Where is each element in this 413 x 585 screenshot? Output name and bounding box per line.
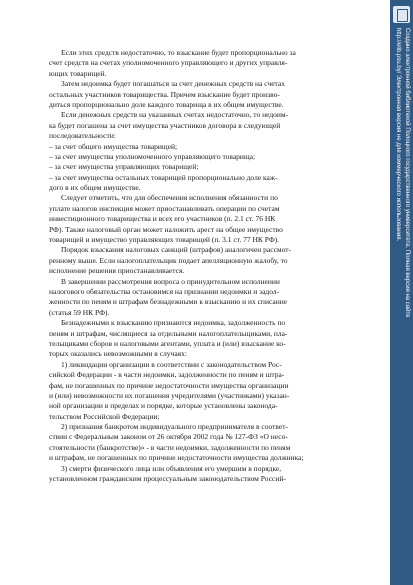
- text-line: 2) признания банкротом индивидуального предпринимателя в соответ-: [61, 422, 289, 432]
- text-line: счет средств на счетах уполномоченного управляющего и других управля-: [49, 58, 288, 68]
- sidebar-line-1: Создано электронной библиотекой Полоцкого государственного университета. Полная версия на сайте: [404, 28, 410, 318]
- text-line: Безнадежными к взысканию признаются недоимка, задолженность по: [61, 318, 286, 328]
- text-line: В завершении рассмотрения вопроса о принудительном исполнении: [61, 276, 280, 286]
- text-line: РФ). Также налоговый орган может наложить арест на общее имущество: [49, 224, 283, 234]
- text-line: и штрафам, не погашенных по причине недостаточности имущества должника;: [49, 453, 304, 463]
- document-logo-icon: [393, 6, 410, 23]
- text-line: товарищей и имущество управляющих товарищей (п. 3.1 ст. 77 НК РФ).: [49, 235, 280, 245]
- document-body-text: [49, 48, 369, 484]
- text-line: установленном гражданским процессуальным законодательством Россий-: [49, 474, 286, 484]
- text-line: тельством Российской Федерации;: [49, 411, 160, 421]
- text-line: 3) смерти физического лица или объявления его умершим в порядке,: [61, 463, 282, 473]
- text-line: – за счет имущества остальных товарищей пропорционально доле каж-: [49, 172, 278, 182]
- text-line: уплате налогов инспекция может приостанавливать операции по счетам: [49, 203, 280, 213]
- text-line: – за счет общего имущества товарищей;: [49, 141, 178, 151]
- text-line: и (или) невозможности их погашения учредителями (участниками) указан-: [49, 390, 290, 400]
- text-line: ренному выше. Если налогоплательщик подает апелляционную жалобу, то: [49, 255, 288, 265]
- text-line: тельщиками сборов и налоговыми агентами, уплата и (или) взыскание ко-: [49, 338, 286, 348]
- library-sidebar: [390, 0, 413, 585]
- text-line: Порядок взыскания налоговых санкций (штрафов) аналогичен рассмот-: [61, 245, 292, 255]
- text-line: исполнение решения приостанавливается.: [49, 266, 185, 276]
- text-line: фам, не погашенных по причине недостаточности имущества организации: [49, 380, 289, 390]
- text-line: пеням и штрафам, числящиеся за отдельными налогоплательщиками, пла-: [49, 328, 288, 338]
- text-line: ка будет погашена за счет имущества участников договора в следующей: [49, 120, 281, 130]
- text-line: Следует отметить, что для обеспечения исполнения обязанности по: [61, 193, 278, 203]
- text-line: 1) ликвидации организации в соответствии с законодательством Рос-: [61, 359, 282, 369]
- text-line: Затем недоимка будет погашаться за счет денежных средств на счетах: [61, 79, 285, 89]
- text-line: – за счет имущества управляющих товарищей;: [49, 162, 199, 172]
- text-line: диться пропорционально доле каждого товарища в их общем имуществе.: [49, 99, 284, 109]
- sidebar-watermark-text: [392, 28, 411, 578]
- text-line: ствии с Федеральным законом от 26 октября 2002 года № 127-ФЗ «О несо-: [49, 432, 288, 442]
- text-line: последовательности:: [49, 131, 116, 141]
- text-line: Если этих средств недостаточно, то взыскание будет пропорционально за: [61, 48, 296, 57]
- text-line: – за счет имущества уполномоченного управляющего товарища;: [49, 151, 256, 161]
- text-line: торых оказались невозможными в случаях:: [49, 349, 187, 359]
- text-line: остальных участников товарищества. Причем взыскание будет произво-: [49, 89, 280, 99]
- text-line: женности по пеням и штрафам безнадежными к взысканию и их списание: [49, 297, 288, 307]
- text-line: инвестиционного товарищества и всех его участников (п. 2.1 ст. 76 НК: [49, 214, 276, 224]
- text-line: Если денежных средств на указанных счетах недостаточно, то недоим-: [61, 110, 289, 120]
- text-line: ной организации в пределах и порядке, которые установлены законода-: [49, 401, 278, 411]
- text-line: (статья 59 НК РФ).: [49, 307, 110, 317]
- sidebar-line-2: http://elib.psu.by/ Электронная версия не для коммерческого использования.: [395, 28, 401, 242]
- text-line: стоятельности (банкротстве)» - в части недоимки, задолженности по пеням: [49, 442, 291, 452]
- text-line: ющих товарищей.: [49, 68, 107, 78]
- text-line: налогового обязательства остановимся на признании недоимки и задол-: [49, 286, 280, 296]
- text-line: сийской Федерации - в части недоимки, задолженности по пеням и штра-: [49, 370, 285, 380]
- text-line: дого в их общем имуществе.: [49, 183, 141, 193]
